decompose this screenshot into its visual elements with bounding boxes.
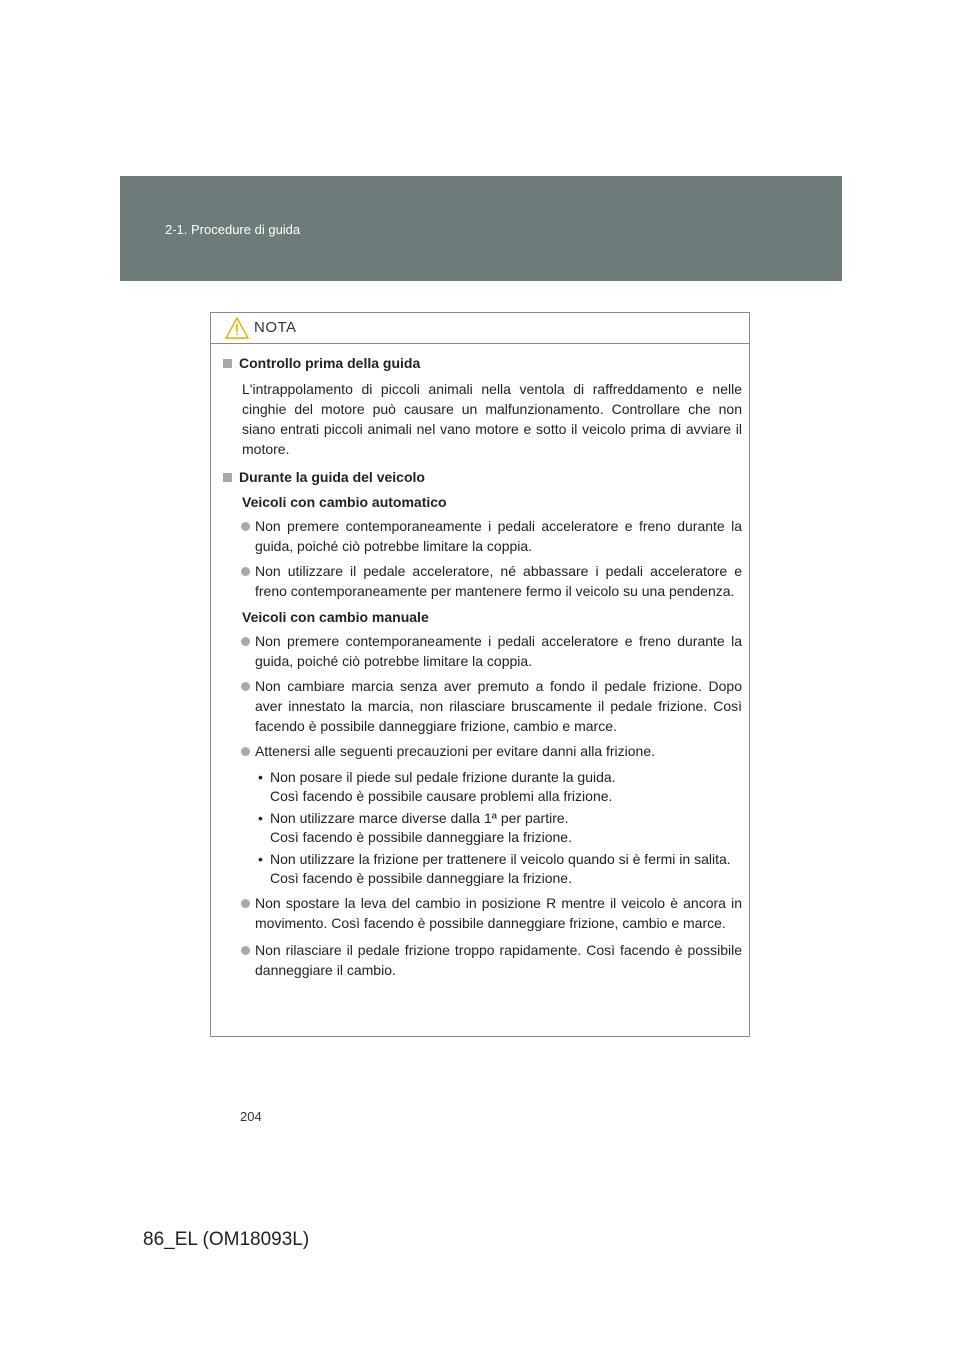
warning-triangle-icon [225, 317, 249, 339]
sub-list-item: • Non utilizzare la frizione per trattenere il veicolo quando si è fermi in salita. Così facendo è possibile danneggiare la frizione. [258, 851, 731, 886]
subheading: Veicoli con cambio manuale [242, 609, 429, 625]
section-heading: Durante la guida del veicolo [220, 468, 742, 486]
document-code: 86_EL (OM18093L) [143, 1229, 310, 1250]
list-item: Non cambiare marcia senza aver premuto a fondo il pedale frizione. Dopo aver innestato la marcia, non rilasciare bruscamente il pedale frizione. Così facendo è possibile danneggiare frizione, cambio e marce. [220, 676, 742, 736]
circle-bullet-icon [241, 747, 250, 756]
header-band [120, 176, 842, 281]
square-bullet-icon [223, 359, 232, 368]
circle-bullet-icon [241, 522, 250, 531]
note-title: NOTA [254, 319, 297, 336]
subheading: Veicoli con cambio automatico [242, 494, 447, 510]
page-number: 204 [240, 1109, 262, 1124]
note-body [211, 344, 749, 980]
square-bullet-icon [223, 473, 232, 482]
sub-list-item: • Non utilizzare marce diverse dalla 1ª per partire. Così facendo è possibile danneggiare la frizione. [258, 810, 572, 845]
list-item: Non utilizzare il pedale acceleratore, né abbassare i pedali acceleratore e freno contemporaneamente per mantenere fermo il veicolo su una pendenza. [220, 561, 742, 601]
circle-bullet-icon [241, 567, 250, 576]
list-item: Non premere contemporaneamente i pedali acceleratore e freno durante la guida, poiché ciò potrebbe limitare la coppia. [220, 631, 742, 671]
section-heading: Controllo prima della guida [220, 354, 742, 372]
list-item: Attenersi alle seguenti precauzioni per evitare danni alla frizione. [220, 741, 742, 761]
list-item: Non rilasciare il pedale frizione troppo rapidamente. Così facendo è possibile danneggiare il cambio. [220, 940, 742, 980]
note-box [210, 312, 750, 1037]
sub-list-item: • Non posare il piede sul pedale frizione durante la guida. Così facendo è possibile causare problemi alla frizione. [258, 769, 616, 804]
circle-bullet-icon [241, 682, 250, 691]
circle-bullet-icon [241, 637, 250, 646]
list-item: Non premere contemporaneamente i pedali acceleratore e freno durante la guida, poiché ciò potrebbe limitare la coppia. [220, 516, 742, 556]
paragraph: L'intrappolamento di piccoli animali nella ventola di raffreddamento e nelle cinghie del motore può causare un malfunzionamento. Controllare che non siano entrati piccoli animali nel vano motore e sotto il veicolo prima di avviare il motore. [242, 381, 742, 457]
circle-bullet-icon [241, 946, 250, 955]
section-title: 2-1. Procedure di guida [165, 222, 301, 237]
note-header [211, 313, 749, 344]
circle-bullet-icon [241, 899, 250, 908]
list-item: Non spostare la leva del cambio in posizione R mentre il veicolo è ancora in movimento. Così facendo è possibile danneggiare frizione, cambio e marce. [220, 893, 742, 933]
